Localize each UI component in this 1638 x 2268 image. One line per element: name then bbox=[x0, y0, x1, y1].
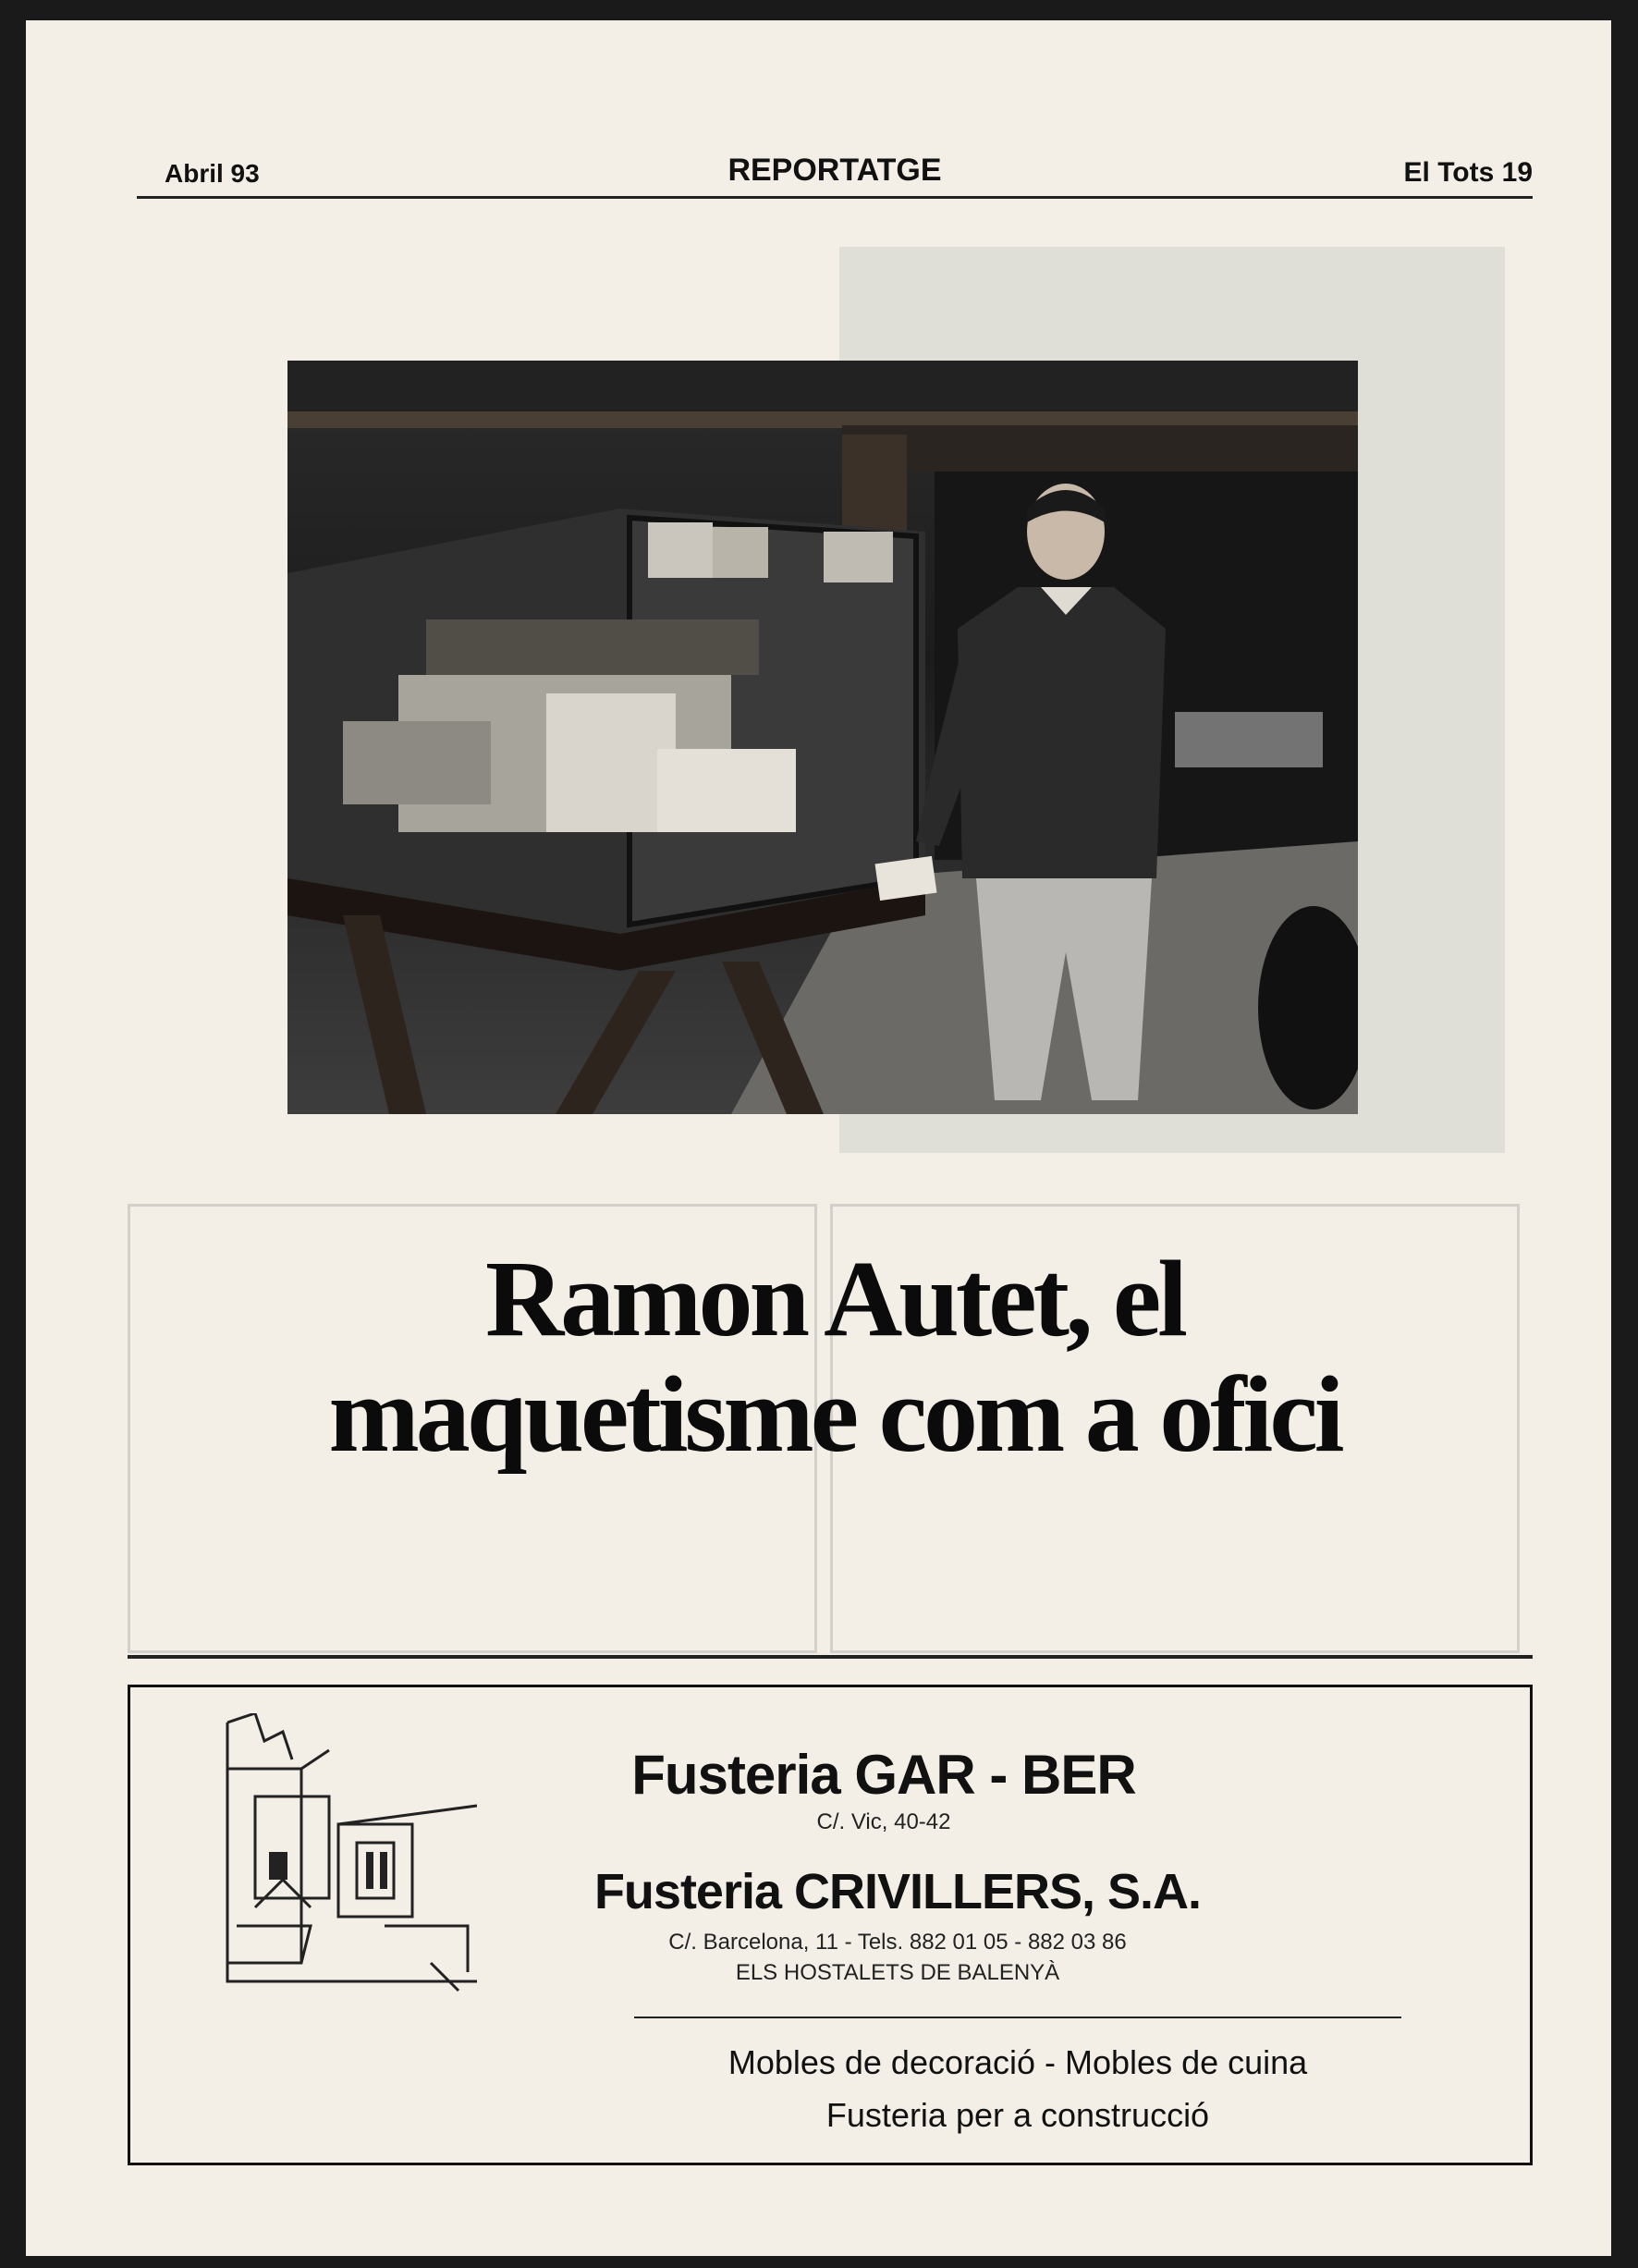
photo-scene bbox=[287, 361, 1358, 1114]
article-photo bbox=[287, 361, 1358, 1114]
issue-date: Abril 93 bbox=[165, 159, 260, 188]
services-line-2: Fusteria per a construcció bbox=[825, 2096, 1210, 2134]
headline-line-1: Ramon Autet, el bbox=[484, 1238, 1185, 1359]
section-divider bbox=[128, 1655, 1533, 1659]
section-title: REPORTATGE bbox=[727, 153, 942, 188]
address-garber: C/. Vic, 40-42 bbox=[816, 1809, 951, 1834]
magazine-page bbox=[26, 20, 1611, 2256]
ad-divider bbox=[634, 2017, 1401, 2018]
advertisement-box bbox=[128, 1685, 1533, 2165]
company-name-crivillers: Fusteria CRIVILLERS, S.A. bbox=[593, 1864, 1202, 1919]
company-name-garber: Fusteria GAR - BER bbox=[631, 1744, 1136, 1806]
workshop-illustration-icon bbox=[200, 1713, 477, 2000]
city-name: ELS HOSTALETS DE BALENYÀ bbox=[735, 1960, 1060, 1985]
headline-line-2: maquetisme com a ofici bbox=[328, 1354, 1341, 1476]
article-headline bbox=[137, 1238, 1533, 1476]
services-line-1: Mobles de decoració - Mobles de cuina bbox=[727, 2043, 1308, 2081]
publication-page-number: El Tots 19 bbox=[1403, 157, 1533, 188]
page-header bbox=[137, 131, 1533, 199]
address-crivillers: C/. Barcelona, 11 - Tels. 882 01 05 - 882 03 86 bbox=[668, 1930, 1127, 1955]
